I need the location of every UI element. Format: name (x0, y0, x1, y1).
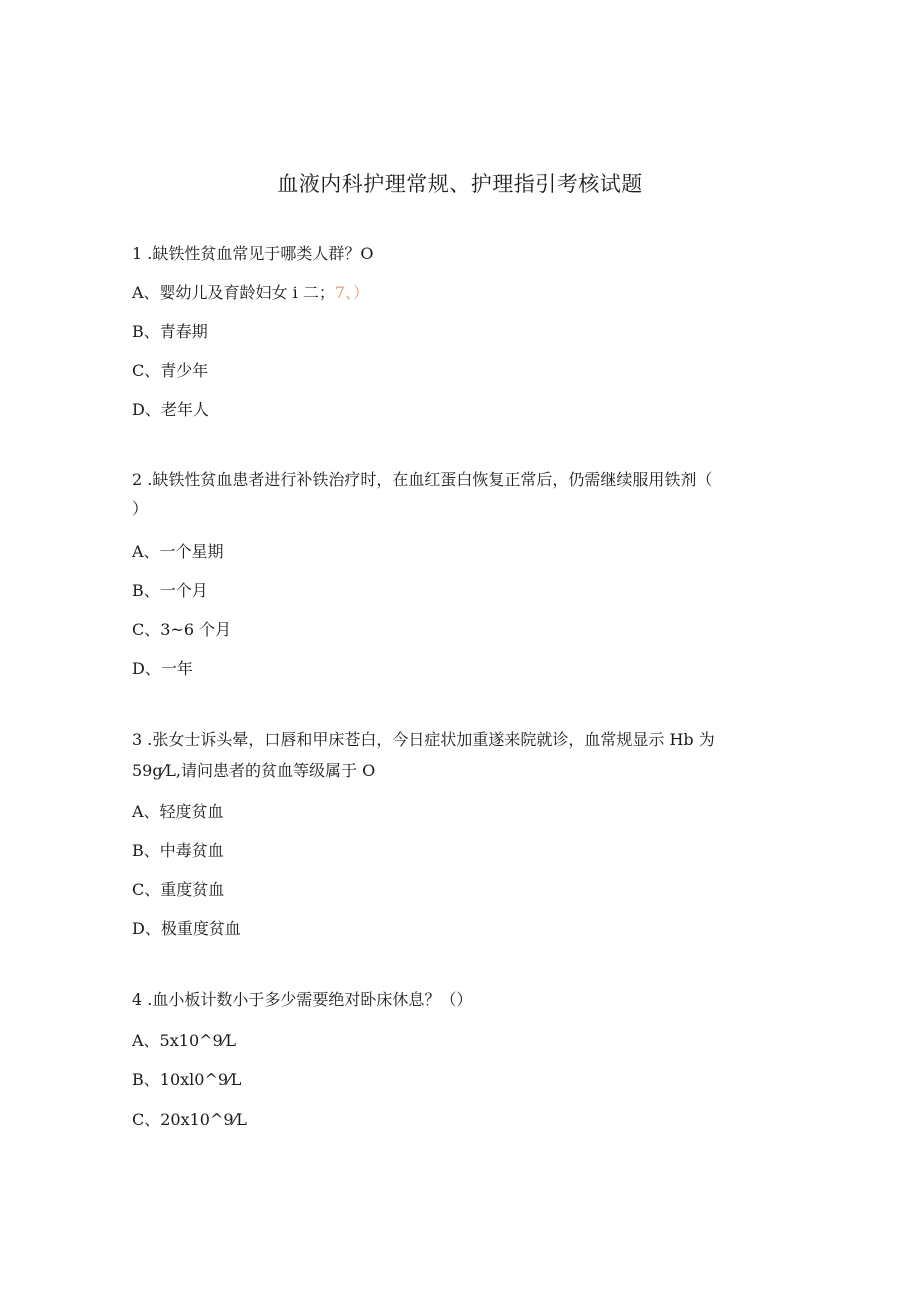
question-3-stem-line-1: 3 .张女士诉头晕，口唇和甲床苍白，今日症状加重遂来院就诊，血常规显示 Hb 为 (132, 730, 715, 749)
question-3-option-b: B、中毒贫血 (132, 841, 224, 860)
question-1-stem: 1 .缺铁性贫血常见于哪类人群？O (132, 244, 374, 263)
question-4-stem: 4 .血小板计数小于多少需要绝对卧床休息？（） (132, 990, 473, 1009)
question-3-option-d: D、极重度贫血 (132, 919, 241, 938)
option-handwritten-mark: 7、） (334, 283, 370, 302)
question-3-option-c: C、重度贫血 (132, 880, 225, 899)
question-2-option-a: A、一个星期 (132, 542, 224, 561)
question-1-option-a: A、婴幼儿及育龄妇女 i 二；7、） (132, 283, 370, 302)
question-1-option-d: D、老年人 (132, 400, 209, 419)
question-2-option-c: C、3~6 个月 (132, 620, 232, 639)
question-3-stem-line-2: 59g⁄L,请问患者的贫血等级属于 O (132, 761, 376, 780)
question-1-option-b: B、青春期 (132, 322, 208, 341)
question-4-option-a: A、5x10^9⁄L (132, 1031, 237, 1050)
question-4-option-b: B、10xl0^9⁄L (132, 1070, 242, 1089)
question-3-option-a: A、轻度贫血 (132, 802, 224, 821)
question-2-stem-line-2: ） (132, 499, 149, 518)
question-4-option-c: C、20x10^9⁄L (132, 1110, 247, 1129)
page-title: 血液内科护理常规、护理指引考核试题 (277, 172, 643, 196)
question-2-option-b: B、一个月 (132, 581, 208, 600)
question-2-stem-line-1: 2 .缺铁性贫血患者进行补铁治疗时，在血红蛋白恢复正常后，仍需继续服用铁剂（ (132, 470, 713, 489)
question-1-option-c: C、青少年 (132, 361, 209, 380)
question-2-option-d: D、一年 (132, 659, 193, 678)
